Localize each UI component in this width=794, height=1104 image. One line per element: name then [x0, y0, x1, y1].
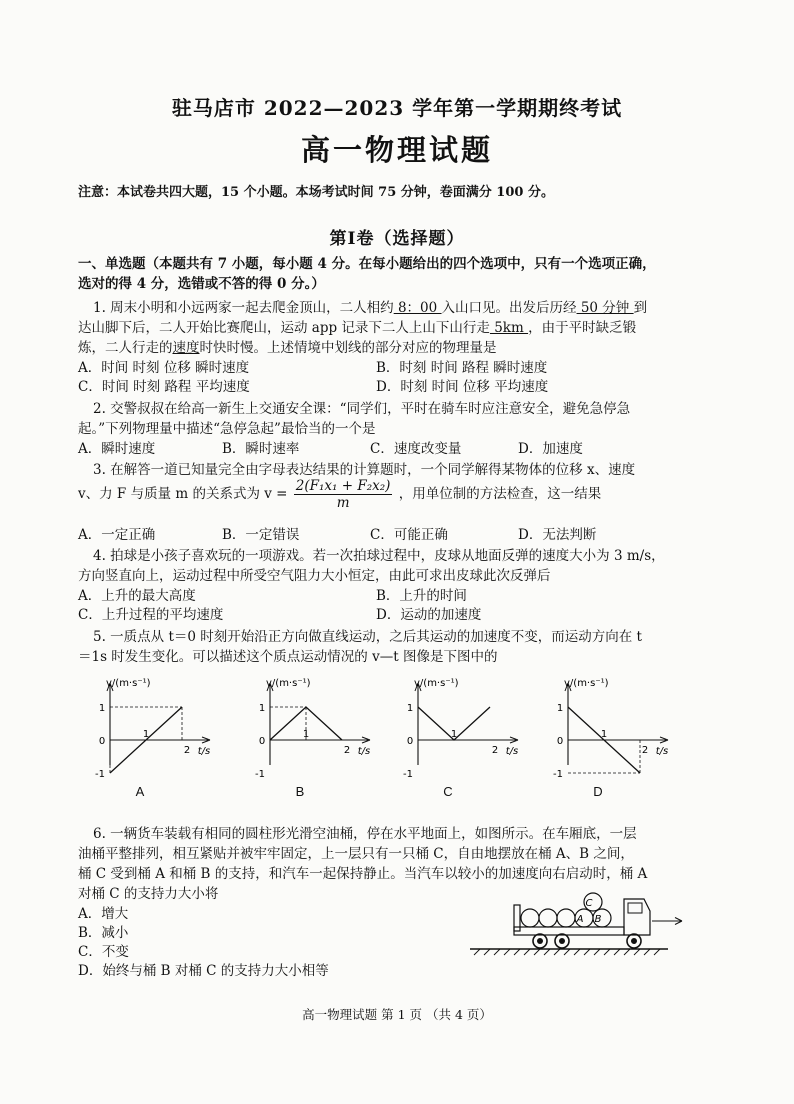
x-tick-2: 2	[641, 745, 649, 756]
x-tick-1: 1	[600, 729, 608, 740]
y-tick-minus1: -1	[95, 769, 105, 780]
q3-line2	[78, 478, 601, 511]
exam-title: 驻马店市 2022—2023 学年第一学期期终考试	[171, 96, 623, 120]
q6-option-c: C．不变	[78, 944, 129, 960]
y-tick-0: 0	[556, 736, 564, 747]
y-tick-minus1: -1	[403, 769, 413, 780]
q6-line4: 对桶 C 的支持力大小将	[78, 886, 219, 902]
q1-underline-time: 8：00	[393, 300, 442, 316]
q3-option-d: D．无法判断	[518, 527, 597, 543]
q2-line2: 起。”下列物理量中描述“急停急起”最恰当的一个是	[78, 421, 376, 437]
part1-heading-line1: 一、单选题（本题共有 7 小题，每小题 4 分。在每小题给出的四个选项中，只有一个选项正确，	[78, 256, 656, 272]
subject-title: 高一物理试题	[300, 133, 493, 167]
q1-text: 达山脚下后，二人开始比赛爬山，运动 app 记录下二人上山下山行走	[78, 320, 490, 336]
y-axis-label: v/(m·s⁻¹)	[414, 678, 459, 689]
q4-line2: 方向竖直向上，运动过程中所受空气阻力大小恒定，由此可求出皮球此次反弹后	[78, 568, 551, 584]
q1-text: 炼，二人行走的	[78, 340, 173, 356]
q1-underline-duration: 50 分钟	[576, 300, 634, 316]
q1-option-d: D．时刻 时间 位移 平均速度	[376, 379, 549, 395]
q4-line1: 4. 拍球是小孩子喜欢玩的一项游戏。若一次拍球过程中，皮球从地面反弹的速度大小为 3 m/s，	[93, 548, 665, 564]
y-tick-1: 1	[556, 703, 564, 714]
vt-graph-d	[548, 672, 668, 807]
y-tick-minus1: -1	[553, 769, 563, 780]
q2-line1: 2. 交警叔叔在给高一新生上交通安全课：“同学们，平时在骑车时应注意安全，避免急停急	[93, 401, 631, 417]
y-tick-0: 0	[258, 736, 266, 747]
q1-text: ，由于平时缺乏锻	[528, 320, 637, 336]
vt-graph-b	[250, 672, 370, 807]
q1-text: 时快时慢。上述情境中划线的部分对应的物理量是	[199, 340, 497, 356]
q3-option-b: B．一定错误	[222, 527, 300, 543]
part1-heading-line2: 选对的得 4 分，选错或不答的得 0 分。）	[78, 276, 325, 292]
barrel-c-label: C	[585, 898, 593, 909]
q1-underline-speed: 速度	[172, 340, 200, 356]
q1-line2	[78, 316, 636, 336]
x-tick-2: 2	[491, 745, 499, 756]
x-tick-2: 2	[183, 745, 191, 756]
q6-line3: 桶 C 受到桶 A 和桶 B 的支持，和汽车一起保持静止。当汽车以较小的加速度向右启动时，桶 A	[78, 866, 648, 882]
y-tick-0: 0	[406, 736, 414, 747]
x-tick-1: 1	[450, 729, 458, 740]
q6-line1: 6. 一辆货车装载有相同的圆柱形光滑空油桶，停在水平地面上，如图所示。在车厢底，一层	[93, 826, 637, 842]
q3-formula-denominator: m	[336, 495, 350, 511]
q3-option-a: A．一定正确	[78, 527, 156, 543]
q1-option-b: B．时刻 时间 路程 瞬时速度	[376, 360, 548, 376]
y-tick-1: 1	[258, 703, 266, 714]
vt-graph-label: D	[593, 784, 603, 799]
q6-option-b: B．减小	[78, 925, 129, 941]
q1-line3	[78, 336, 497, 356]
q1-option-a: A．时间 时刻 位移 瞬时速度	[78, 360, 250, 376]
q5-line2: ＝1s 时发生变化。可以描述这个质点运动情况的 v—t 图像是下图中的	[78, 649, 498, 665]
y-axis-label: v/(m·s⁻¹)	[106, 678, 151, 689]
q3-option-c: C．可能正确	[370, 527, 448, 543]
q2-option-a: A．瞬时速度	[78, 441, 156, 457]
x-tick-1: 1	[142, 729, 150, 740]
q1-text: 入山口见。出发后历经	[441, 300, 577, 316]
vt-graph-label: B	[295, 784, 305, 799]
barrel-b-label: B	[594, 914, 602, 925]
x-axis-label: t/s	[357, 746, 371, 757]
y-tick-1: 1	[98, 703, 106, 714]
x-tick-2: 2	[343, 745, 351, 756]
q1-text: 1. 周末小明和小远两家一起去爬金顶山，二人相约	[93, 300, 394, 316]
q4-option-c: C．上升过程的平均速度	[78, 607, 224, 623]
vt-graph-label: A	[135, 784, 145, 799]
barrel-a-label: A	[576, 914, 584, 925]
q1-text: 到	[633, 300, 648, 316]
q2-option-b: B．瞬时速率	[222, 441, 300, 457]
q4-option-d: D．运动的加速度	[376, 607, 482, 623]
y-axis-label: v/(m·s⁻¹)	[266, 678, 311, 689]
y-tick-0: 0	[98, 736, 106, 747]
q3-text: ，用单位制的方法检查，这一结果	[398, 486, 602, 502]
q4-option-b: B．上升的时间	[376, 588, 467, 604]
q2-option-c: C．速度改变量	[370, 441, 462, 457]
q4-option-a: A．上升的最大高度	[78, 588, 196, 604]
page-footer: 高一物理试题 第 1 页 （共 4 页）	[302, 1007, 492, 1022]
y-tick-minus1: -1	[255, 769, 265, 780]
x-axis-label: t/s	[655, 746, 669, 757]
q6-line2: 油桶平整排列，相互紧贴并被牢牢固定，上一层只有一只桶 C，自由地摆放在桶 A、B 之间，	[78, 846, 634, 862]
exam-notice: 注意：本试卷共四大题，15 个小题。本场考试时间 75 分钟，卷面满分 100 分。	[78, 185, 554, 200]
x-axis-label: t/s	[505, 746, 519, 757]
q3-formula-fraction	[294, 478, 393, 511]
y-tick-1: 1	[406, 703, 414, 714]
truck-diagram	[468, 885, 688, 960]
y-axis-label: v/(m·s⁻¹)	[564, 678, 609, 689]
q3-line1: 3. 在解答一道已知量完全由字母表达结果的计算题时，一个同学解得某物体的位移 x、速度	[93, 462, 636, 478]
q1-underline-distance: 5km	[489, 320, 529, 336]
x-tick-1: 1	[302, 729, 310, 740]
q2-option-d: D．加速度	[518, 441, 583, 457]
q1-line1	[93, 296, 647, 316]
q5-line1: 5. 一质点从 t＝0 时刻开始沿正方向做直线运动，之后其运动的加速度不变，而运动方向在 t	[93, 629, 642, 645]
section-title: 第Ⅰ卷（选择题）	[329, 229, 465, 249]
vt-graph-a	[90, 672, 210, 807]
q3-formula-numerator: 2(F₁x₁ + F₂x₂)	[295, 478, 391, 494]
vt-graph-label: C	[443, 784, 453, 799]
q3-text: v、力 F 与质量 m 的关系式为 v =	[78, 486, 288, 502]
vt-graph-c	[398, 672, 518, 807]
x-axis-label: t/s	[197, 746, 211, 757]
q5-vt-graphs	[90, 672, 710, 807]
q1-option-c: C．时间 时刻 路程 平均速度	[78, 379, 250, 395]
q6-option-a: A．增大	[78, 906, 129, 922]
q6-option-d: D．始终与桶 B 对桶 C 的支持力大小相等	[78, 963, 329, 979]
